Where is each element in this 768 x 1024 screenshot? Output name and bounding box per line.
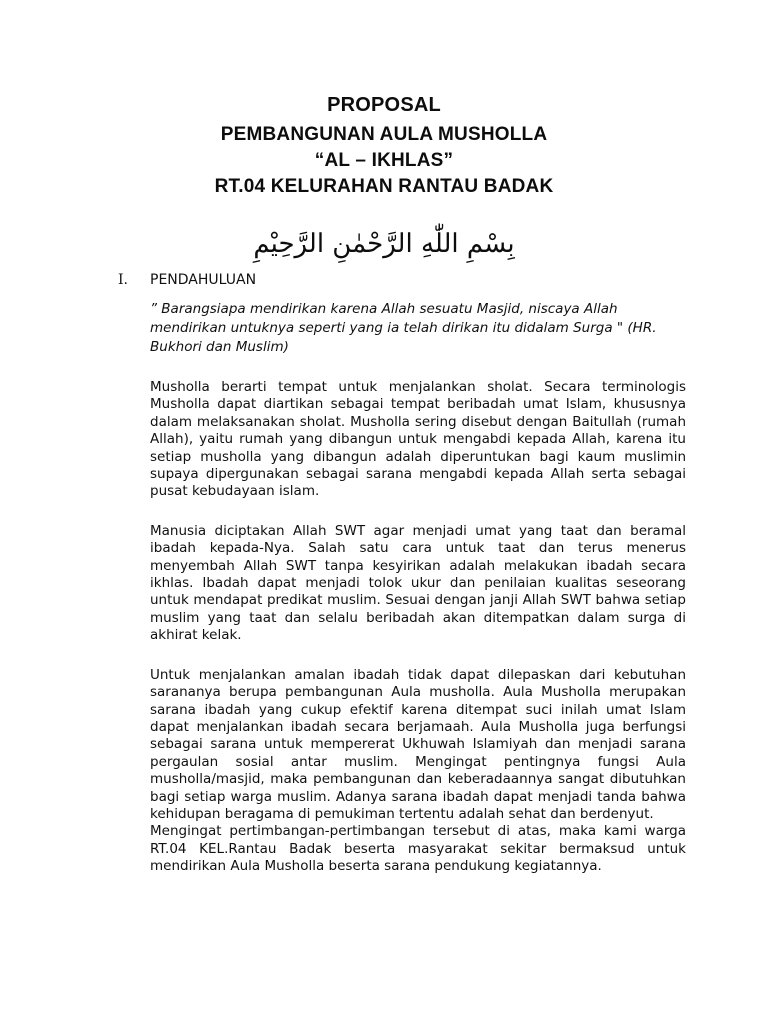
title-musholla-name: “AL – IKHLAS” [314, 150, 454, 171]
title-project: PEMBANGUNAN AULA MUSHOLLA [220, 124, 548, 145]
hadith-quote: ” Barangsiapa mendirikan karena Allah sesuatu Masjid, niscaya Allah mendirikan untuknya seperti yang ia telah dirikan itu didalam Surga " (HR. Bukhori dan Muslim) [150, 301, 657, 355]
section-body [150, 300, 686, 898]
paragraph-4: Mengingat pertimbangan-pertimbangan tersebut di atas, maka kami warga RT.04 KEL.Rantau Badak beserta masyarakat sekitar bermaksud untuk mendirikan Aula Musholla beserta sarana pendukung kegiatannya. [150, 823, 686, 875]
title-block [0, 92, 768, 200]
title-proposal: PROPOSAL [327, 94, 441, 116]
paragraph-2: Manusia diciptakan Allah SWT agar menjadi umat yang taat dan beramal ibadah kepada-Nya. Salah satu cara untuk taat dan terus menerus menyembah Allah SWT tanpa kesyirikan adalah melakukan ibadah secara ikhlas. Ibadah dapat menjadi tolok ukur dan penilaian kualitas seseorang untuk mendapat predikat muslim. Sesuai dengan janji Allah SWT bahwa setiap muslim yang taat dan selalu beribadah akan ditempatkan dalam surga di akhirat kelak. [150, 522, 686, 644]
paragraph-3: Untuk menjalankan amalan ibadah tidak dapat dilepaskan dari kebutuhan sarananya berupa pembangunan Aula musholla. Aula Musholla merupakan sarana ibadah yang cukup efektif karena ditempat suci inilah umat Islam dapat menjalankan ibadah secara berjamaah. Aula Musholla juga berfungsi sebagai sarana untuk mempererat Ukhuwah Islamiyah dan menjadi sarana pergaulan sosial antar muslim. Mengingat pentingnya fungsi Aula musholla/masjid, maka pembangunan dan keberadaannya sangat dibutuhkan bagi setiap warga muslim. Adanya sarana ibadah dapat menjadi tanda bahwa kehidupan beragama di pemukiman tertentu adalah sehat dan berdenyut. [150, 666, 686, 822]
section-title: PENDAHULUAN [150, 272, 257, 288]
title-location: RT.04 KELURAHAN RANTAU BADAK [214, 176, 554, 197]
basmala-calligraphy: بِسْمِ اللّٰهِ الرَّحْمٰنِ الرَّحِيْمِ [253, 229, 515, 259]
section-heading [118, 270, 256, 290]
paragraph-1: Musholla berarti tempat untuk menjalankan sholat. Secara terminologis Musholla dapat diartikan sebagai tempat beribadah umat Islam, khususnya dalam melaksanakan sholat. Musholla sering disebut dengan Baitullah (rumah Allah), yaitu rumah yang dibangun untuk mengabdi kepada Allah, karena itu setiap musholla yang dibangun adalah diperuntukan bagi kaum muslimin supaya dipergunakan sebagai sarana mengabdi kepada Allah serta sebagai pusat kebudayaan islam. [150, 379, 686, 500]
section-number: I. [118, 272, 128, 288]
